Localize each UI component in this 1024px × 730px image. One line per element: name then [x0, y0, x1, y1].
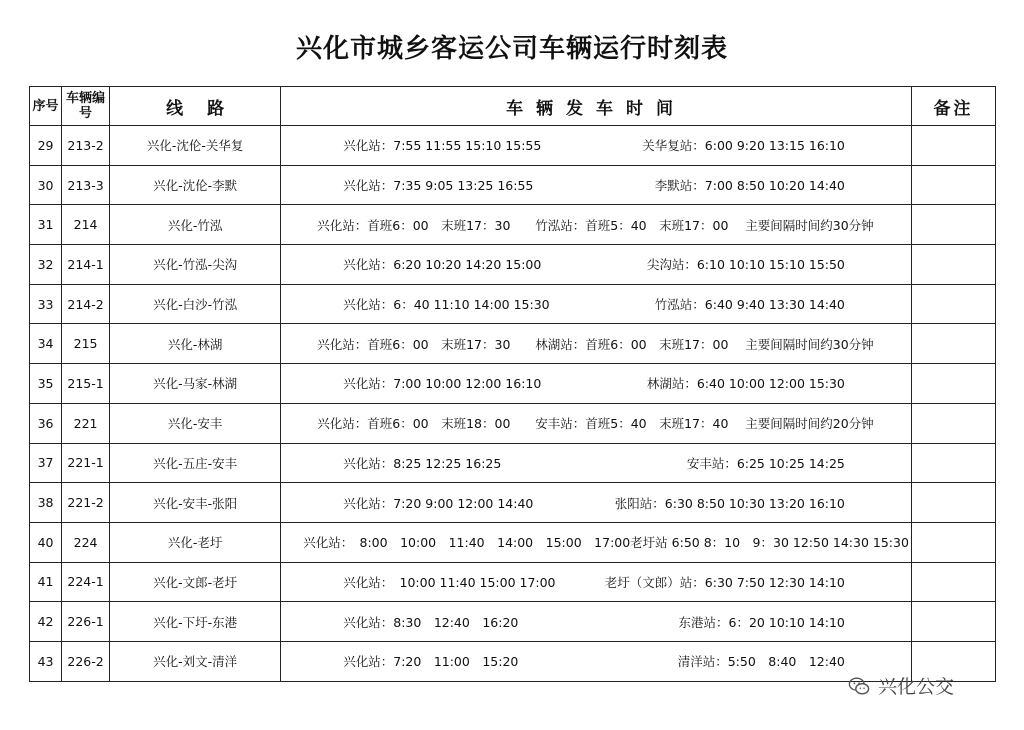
row-vehicle: 214-2 — [62, 284, 110, 324]
row-vehicle: 215-1 — [62, 364, 110, 404]
row-note — [911, 522, 995, 562]
row-schedule — [281, 641, 912, 681]
schedule-interval: 主要间隔时间约20分钟 — [745, 416, 874, 432]
row-seq: 29 — [30, 126, 62, 166]
row-note — [911, 165, 995, 205]
header-row — [30, 87, 996, 126]
row-seq: 37 — [30, 443, 62, 483]
row-schedule — [281, 364, 912, 404]
table-row — [30, 205, 996, 245]
table-row — [30, 562, 996, 602]
row-schedule — [281, 443, 912, 483]
row-route: 兴化-下圩-东港 — [110, 602, 281, 642]
row-note — [911, 324, 995, 364]
schedule-outbound: 兴化站：7:55 11:55 15:10 15:55 — [343, 138, 542, 154]
schedule-interval: 主要间隔时间约30分钟 — [745, 336, 874, 352]
table-row — [30, 324, 996, 364]
row-note — [911, 483, 995, 523]
row-seq: 35 — [30, 364, 62, 404]
table-row — [30, 165, 996, 205]
row-note — [911, 126, 995, 166]
schedule-return: 尖沟站：6:10 10:10 15:10 15:50 — [646, 257, 845, 273]
row-seq: 31 — [30, 205, 62, 245]
table-row — [30, 483, 996, 523]
row-route: 兴化-刘文-清洋 — [110, 641, 281, 681]
schedule-return: 林湖站：首班6：00 末班17：00 — [535, 336, 729, 352]
row-seq: 32 — [30, 245, 62, 285]
row-schedule — [281, 165, 912, 205]
schedule-outbound: 兴化站：7:35 9:05 13:25 16:55 — [343, 178, 534, 194]
header-note: 备注 — [911, 87, 995, 126]
schedule-outbound: 兴化站：7:00 10:00 12:00 16:10 — [343, 376, 542, 392]
schedule-segments — [281, 444, 911, 483]
schedule-return: 安丰站：6:25 10:25 14:25 — [686, 455, 845, 471]
schedule-segments — [281, 523, 911, 562]
schedule-outbound: 兴化站：首班6：00 末班18：00 — [317, 416, 511, 432]
row-note — [911, 443, 995, 483]
schedule-outbound: 兴化站：6：40 11:10 14:00 15:30 — [343, 297, 550, 313]
page-title: 兴化市城乡客运公司车辆运行时刻表 — [295, 34, 728, 64]
row-vehicle: 214 — [62, 205, 110, 245]
schedule-segments — [281, 285, 911, 324]
row-schedule — [281, 403, 912, 443]
row-route: 兴化-竹泓 — [110, 205, 281, 245]
row-vehicle: 221-2 — [62, 483, 110, 523]
schedule-segments — [281, 642, 911, 681]
schedule-outbound: 兴化站：8:30 12:40 16:20 — [343, 614, 519, 630]
schedule-segments — [281, 602, 911, 641]
schedule-segments — [281, 205, 911, 244]
row-seq: 36 — [30, 403, 62, 443]
header-seq: 序号 — [30, 87, 62, 126]
table-row — [30, 364, 996, 404]
row-vehicle: 213-2 — [62, 126, 110, 166]
schedule-segments — [281, 483, 911, 522]
row-route: 兴化-文郎-老圩 — [110, 562, 281, 602]
schedule-return: 关华复站：6:00 9:20 13:15 16:10 — [642, 138, 845, 154]
schedule-outbound: 兴化站： 8:00 10:00 11:40 14:00 15:00 17:00老圩站 6:50 8：10 9：30 12:50 14:30 15:30 — [303, 535, 909, 551]
row-route: 兴化-安丰 — [110, 403, 281, 443]
row-schedule — [281, 602, 912, 642]
row-note — [911, 245, 995, 285]
schedule-outbound: 兴化站：7:20 9:00 12:00 14:40 — [343, 495, 534, 511]
row-schedule — [281, 126, 912, 166]
row-vehicle: 226-1 — [62, 602, 110, 642]
row-vehicle: 221 — [62, 403, 110, 443]
schedule-return: 李默站：7:00 8:50 10:20 14:40 — [654, 178, 845, 194]
table-row — [30, 245, 996, 285]
row-route: 兴化-竹泓-尖沟 — [110, 245, 281, 285]
schedule-outbound: 兴化站：首班6：00 末班17：30 — [317, 217, 511, 233]
table-row — [30, 522, 996, 562]
row-schedule — [281, 522, 912, 562]
row-note — [911, 284, 995, 324]
schedule-segments — [281, 404, 911, 443]
schedule-segments — [281, 245, 911, 284]
header-vehicle: 车辆编号 — [62, 87, 110, 126]
schedule-return: 安丰站：首班5：40 末班17：40 — [535, 416, 729, 432]
row-note — [911, 602, 995, 642]
schedule-return: 东港站：6：20 10:10 14:10 — [678, 614, 845, 630]
schedule-return: 老圩（文郎）站：6:30 7:50 12:30 14:10 — [604, 574, 845, 590]
row-route: 兴化-五庄-安丰 — [110, 443, 281, 483]
row-note — [911, 364, 995, 404]
row-seq: 34 — [30, 324, 62, 364]
row-route: 兴化-安丰-张阳 — [110, 483, 281, 523]
row-seq: 38 — [30, 483, 62, 523]
table-row — [30, 443, 996, 483]
row-route: 兴化-沈伦-关华复 — [110, 126, 281, 166]
row-schedule — [281, 284, 912, 324]
row-seq: 40 — [30, 522, 62, 562]
row-vehicle: 213-3 — [62, 165, 110, 205]
table-row — [30, 126, 996, 166]
row-vehicle: 224-1 — [62, 562, 110, 602]
header-route: 线路 — [110, 87, 281, 126]
watermark-text: 兴化公交 — [878, 676, 955, 698]
row-schedule — [281, 245, 912, 285]
row-seq: 33 — [30, 284, 62, 324]
timetable — [29, 86, 996, 682]
row-route: 兴化-白沙-竹泓 — [110, 284, 281, 324]
timetable-body — [30, 126, 996, 682]
row-seq: 41 — [30, 562, 62, 602]
row-note — [911, 205, 995, 245]
schedule-segments — [281, 563, 911, 602]
row-vehicle: 221-1 — [62, 443, 110, 483]
schedule-outbound: 兴化站：8:25 12:25 16:25 — [343, 455, 502, 471]
schedule-return: 清洋站：5:50 8:40 12:40 — [677, 654, 845, 670]
row-schedule — [281, 324, 912, 364]
schedule-outbound: 兴化站：6:20 10:20 14:20 15:00 — [343, 257, 542, 273]
schedule-return: 竹泓站：6:40 9:40 13:30 14:40 — [654, 297, 845, 313]
schedule-segments — [281, 324, 911, 363]
row-seq: 43 — [30, 641, 62, 681]
schedule-return: 张阳站：6:30 8:50 10:30 13:20 16:10 — [614, 495, 845, 511]
table-row — [30, 403, 996, 443]
row-route: 兴化-沈伦-李默 — [110, 165, 281, 205]
schedule-outbound: 兴化站： 10:00 11:40 15:00 17:00 — [343, 574, 556, 590]
row-vehicle: 224 — [62, 522, 110, 562]
row-schedule — [281, 205, 912, 245]
header-schedule: 车辆发车时间 — [281, 87, 912, 126]
watermark — [848, 672, 954, 699]
schedule-return: 竹泓站：首班5：40 末班17：00 — [535, 217, 729, 233]
row-note — [911, 562, 995, 602]
row-route: 兴化-马家-林湖 — [110, 364, 281, 404]
schedule-outbound: 兴化站：首班6：00 末班17：30 — [317, 336, 511, 352]
schedule-segments — [281, 126, 911, 165]
row-route: 兴化-林湖 — [110, 324, 281, 364]
row-seq: 30 — [30, 165, 62, 205]
schedule-segments — [281, 166, 911, 205]
row-route: 兴化-老圩 — [110, 522, 281, 562]
row-vehicle: 214-1 — [62, 245, 110, 285]
table-row — [30, 602, 996, 642]
row-vehicle: 226-2 — [62, 641, 110, 681]
schedule-interval: 主要间隔时间约30分钟 — [745, 217, 874, 233]
row-schedule — [281, 483, 912, 523]
schedule-segments — [281, 364, 911, 403]
wechat-icon — [848, 675, 870, 697]
schedule-return: 林湖站：6:40 10:00 12:00 15:30 — [646, 376, 845, 392]
row-note — [911, 403, 995, 443]
schedule-outbound: 兴化站：7:20 11:00 15:20 — [343, 654, 519, 670]
row-seq: 42 — [30, 602, 62, 642]
row-vehicle: 215 — [62, 324, 110, 364]
row-schedule — [281, 562, 912, 602]
table-row — [30, 284, 996, 324]
